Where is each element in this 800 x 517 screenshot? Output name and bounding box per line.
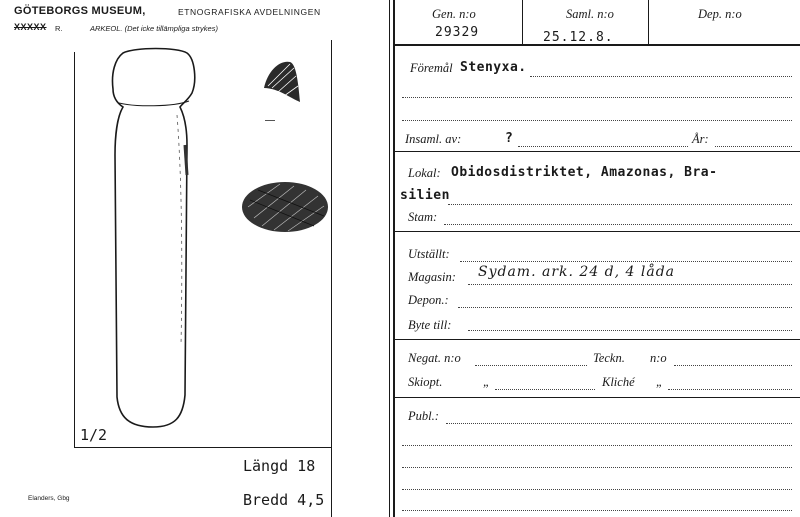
section-divider-4 (394, 397, 800, 398)
ar-label: År: (692, 132, 709, 146)
card-left-border-2 (389, 0, 390, 517)
foremal-line-2 (402, 97, 792, 98)
utstallt-line (460, 261, 792, 262)
magasin-line (468, 284, 792, 285)
publ-line-4 (402, 489, 792, 490)
lokal-value-line-1: Obidosdistriktet, Amazonas, Bra- (451, 165, 718, 180)
foremal-line-1 (530, 76, 792, 77)
scale-label: 1/2 (80, 426, 108, 444)
section-divider-1 (394, 151, 800, 152)
sketch-mark (265, 120, 275, 121)
stam-label: Stam: (408, 210, 438, 224)
axe-profile-sketch (260, 58, 305, 108)
teckn-line (674, 365, 792, 366)
depon-line (458, 307, 792, 308)
gen-number-label: Gen. n:o (432, 7, 476, 21)
lokal-value-line-2: silien (400, 188, 450, 203)
printer-imprint: Elanders, Gbg (28, 495, 70, 502)
lokal-line (448, 204, 792, 205)
insaml-value: ? (505, 131, 514, 146)
kliche-label: Kliché (602, 375, 635, 389)
width-measurement: Bredd 4,5 (243, 491, 325, 509)
drawing-frame-left (74, 52, 75, 447)
struck-suffix: R. (55, 24, 63, 33)
teckn-label: Teckn. (593, 351, 625, 365)
museum-name: GÖTEBORGS MUSEUM, (14, 5, 146, 17)
drawing-frame-right (331, 40, 332, 517)
dep-number-label: Dep. n:o (698, 7, 742, 21)
department-name: ETNOGRAFISKA AVDELNINGEN (178, 7, 321, 17)
negat-line (475, 365, 587, 366)
publ-line-3 (402, 467, 792, 468)
teckn-number-label: n:o (650, 351, 667, 365)
length-measurement: Längd 18 (243, 457, 316, 475)
ar-line (715, 146, 792, 147)
foremal-value: Stenyxa. (460, 60, 527, 75)
insaml-line (518, 146, 688, 147)
skiopt-label: Skiopt. (408, 375, 443, 389)
right-card (380, 0, 800, 517)
kliche-ditto: „ (656, 375, 663, 389)
section-divider-3 (394, 339, 800, 340)
arkeol-note: ARKEOL. (Det icke tillämpliga strykes) (90, 24, 218, 33)
lokal-label: Lokal: (408, 166, 441, 180)
insaml-label: Insaml. av: (405, 132, 462, 146)
byte-till-label: Byte till: (408, 318, 452, 332)
publ-line-2 (402, 445, 792, 446)
header-divider-1 (522, 0, 523, 44)
publ-label: Publ.: (408, 409, 439, 423)
saml-number-label: Saml. n:o (566, 7, 614, 21)
stam-line (444, 224, 792, 225)
utstallt-label: Utställt: (408, 247, 450, 261)
axe-cross-section (240, 180, 330, 235)
stone-axe-drawing (95, 45, 220, 435)
skiopt-line (495, 389, 595, 390)
gen-number-value: 29329 (435, 25, 480, 40)
magasin-value: Sydam. ark. 24 d, 4 låda (478, 264, 676, 280)
byte-till-line (468, 330, 792, 331)
section-divider-2 (394, 231, 800, 232)
header-divider-2 (648, 0, 649, 44)
magasin-label: Magasin: (408, 270, 456, 284)
left-card (0, 0, 380, 517)
foremal-line-3 (402, 120, 792, 121)
publ-line-1 (446, 423, 792, 424)
foremal-label: Föremål (410, 61, 453, 75)
negat-label: Negat. n:o (408, 351, 461, 365)
struck-text: XXXXX (14, 22, 47, 32)
drawing-frame-bottom (74, 447, 332, 448)
card-left-border (393, 0, 395, 517)
depon-label: Depon.: (408, 293, 449, 307)
saml-number-value: 25.12.8. (543, 30, 614, 45)
publ-line-5 (402, 510, 792, 511)
kliche-line (668, 389, 792, 390)
skiopt-ditto: „ (483, 375, 490, 389)
